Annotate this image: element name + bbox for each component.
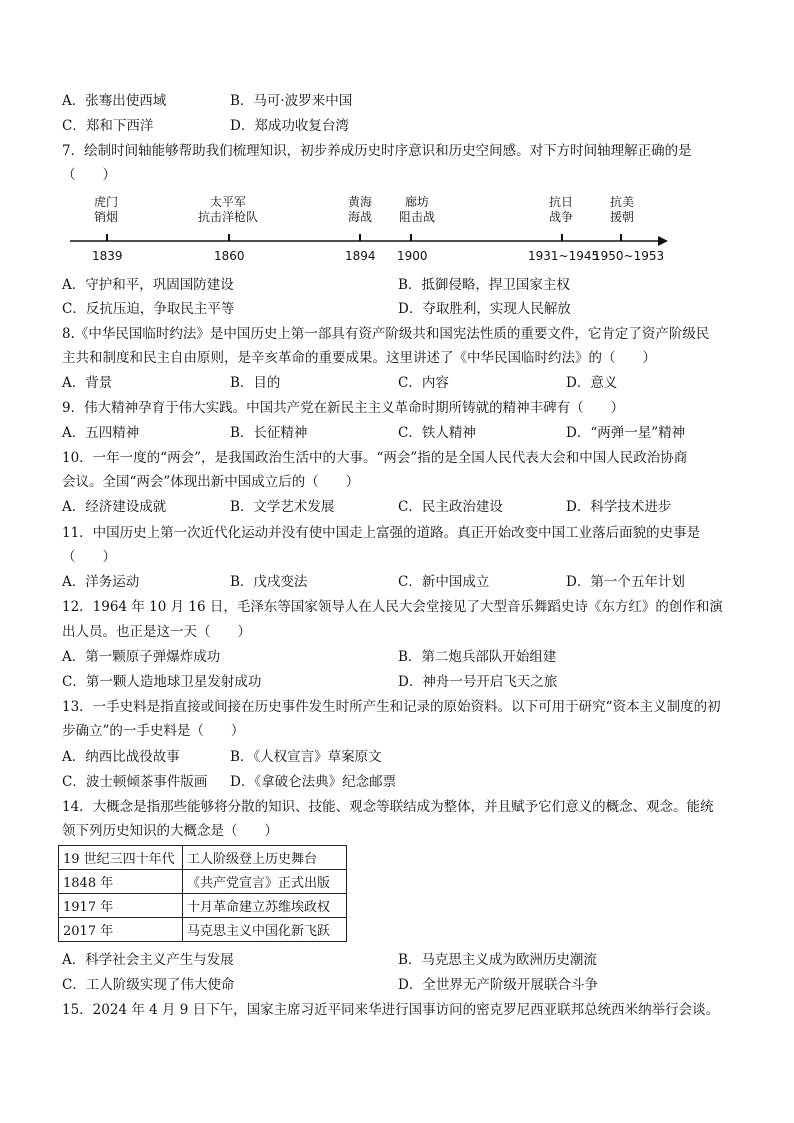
timeline-tick bbox=[561, 234, 563, 241]
q13-option-a: A．纳西比战役故事 bbox=[62, 749, 180, 765]
timeline-year: 1839 bbox=[92, 249, 123, 263]
q7-option-a: A．守护和平，巩固国防建设 bbox=[62, 277, 234, 293]
timeline-year: 1900 bbox=[397, 249, 428, 263]
timeline-event-label: 抗击洋枪队 bbox=[197, 210, 258, 224]
timeline-event-label: 海战 bbox=[347, 210, 372, 224]
timeline-event-label: 廊坊 bbox=[404, 195, 429, 209]
q14-stem: 14．大概念是指那些能够将分散的知识、技能、观念等联结成为整体，并且赋予它们意义的概念、观念。能统 bbox=[62, 799, 714, 815]
q11-option-a: A．洋务运动 bbox=[62, 574, 140, 590]
q12-option-a: A．第一颗原子弹爆炸成功 bbox=[62, 649, 221, 665]
timeline-event-label: 虎门 bbox=[93, 195, 118, 209]
q8-option-c: C．内容 bbox=[398, 375, 449, 391]
timeline-event-label: 抗美 bbox=[609, 195, 634, 209]
q11-option-b: B．戊戌变法 bbox=[230, 574, 308, 590]
table-cell: 《共产党宣言》正式出版 bbox=[183, 870, 347, 894]
q12-option-b: B．第二炮兵部队开始组建 bbox=[398, 649, 557, 665]
q6-option-d: D．郑成功收复台湾 bbox=[230, 118, 349, 134]
q6-option-c: C．郑和下西洋 bbox=[62, 118, 154, 134]
timeline-event-label: 阻击战 bbox=[398, 210, 435, 224]
q10-option-d: D．科学技术进步 bbox=[566, 499, 672, 515]
q13-option-b: B．《人权宣言》草案原文 bbox=[230, 749, 382, 765]
q11-stem: 11．中国历史上第一次近代化运动并没有使中国走上富强的道路。真正开始改变中国工业落后面貌的史事是 bbox=[62, 525, 701, 541]
q10-option-b: B．文学艺术发展 bbox=[230, 499, 335, 515]
table-cell: 1917 年 bbox=[59, 894, 183, 918]
timeline-event-label: 抗日 bbox=[548, 195, 573, 209]
timeline-tick bbox=[410, 234, 412, 241]
timeline-axis bbox=[70, 235, 670, 249]
table-cell: 工人阶级登上历史舞台 bbox=[183, 846, 347, 870]
table-row bbox=[59, 918, 347, 942]
q12-stem: 12．1964 年 10 月 16 日，毛泽东等国家领导人在人民大会堂接见了大型音乐舞蹈史诗《东方红》的创作和演 bbox=[62, 599, 723, 615]
q7-option-b: B．抵御侵略，捍卫国家主权 bbox=[398, 277, 570, 293]
q10-option-a: A．经济建设成就 bbox=[62, 499, 167, 515]
q6-option-b: B．马可·波罗来中国 bbox=[230, 93, 353, 109]
q13-option-d: D．《拿破仑法典》纪念邮票 bbox=[230, 774, 397, 790]
q13-stem: 13．一手史料是指直接或间接在历史事件发生时所产生和记录的原始资料。以下可用于研究“资本主义制度的初 bbox=[62, 699, 721, 715]
q6-option-a: A．张骞出使西域 bbox=[62, 93, 167, 109]
timeline-tick bbox=[228, 234, 230, 241]
q9-option-b: B．长征精神 bbox=[230, 425, 308, 441]
timeline-event-4 bbox=[392, 195, 442, 225]
q11-stem-2: （ ） bbox=[62, 549, 116, 565]
q11-option-c: C．新中国成立 bbox=[398, 574, 490, 590]
q12-option-d: D．神舟一号开启飞天之旅 bbox=[398, 674, 558, 690]
q9-option-c: C．铁人精神 bbox=[398, 425, 476, 441]
timeline-event-label: 太平军 bbox=[209, 195, 246, 209]
table-cell: 马克思主义中国化新飞跃 bbox=[183, 918, 347, 942]
q9-option-d: D．“两弹一星”精神 bbox=[566, 425, 686, 441]
timeline-tick bbox=[359, 234, 361, 241]
table-cell: 19 世纪三四十年代 bbox=[59, 846, 183, 870]
timeline-event-3 bbox=[340, 195, 380, 225]
q8-option-d: D．意义 bbox=[566, 375, 618, 391]
q14-option-d: D．全世界无产阶级开展联合斗争 bbox=[398, 977, 598, 993]
table-cell: 1848 年 bbox=[59, 870, 183, 894]
q15-stem: 15．2024 年 4 月 9 日下午，国家主席习近平同来华进行国事访问的密克罗尼西亚联邦总统西米纳举行会谈。 bbox=[62, 1002, 720, 1018]
q7-option-c: C．反抗压迫，争取民主平等 bbox=[62, 301, 235, 317]
timeline-year: 1860 bbox=[214, 249, 245, 263]
q8-stem: 8.《中华民国临时约法》是中国历史上第一部具有资产阶级共和国宪法性质的重要文件，它肯定了资产阶级民 bbox=[62, 326, 710, 342]
q11-option-d: D．第一个五年计划 bbox=[566, 574, 685, 590]
q14-stem-2: 领下列历史知识的大概念是（ ） bbox=[62, 823, 278, 839]
table-row bbox=[59, 870, 347, 894]
timeline-event-5 bbox=[541, 195, 581, 225]
timeline-tick bbox=[620, 234, 622, 241]
table-cell: 十月革命建立苏维埃政权 bbox=[183, 894, 347, 918]
q13-option-c: C．波士顿倾茶事件版画 bbox=[62, 774, 208, 790]
q8-stem-2: 主共和制度和民主自由原则，是辛亥革命的重要成果。这里讲述了《中华民国临时约法》的（ ） bbox=[62, 350, 656, 366]
q14-option-c: C．工人阶级实现了伟大使命 bbox=[62, 977, 235, 993]
q12-stem-2: 出人员。也正是这一天（ ） bbox=[62, 624, 251, 640]
timeline-event-2 bbox=[188, 195, 268, 225]
table-row bbox=[59, 894, 347, 918]
q8-option-a: A．背景 bbox=[62, 375, 113, 391]
timeline-event-label: 销烟 bbox=[93, 210, 118, 224]
timeline-tick bbox=[106, 234, 108, 241]
timeline-year: 1931~1945 bbox=[528, 249, 600, 263]
timeline-event-label: 黄海 bbox=[347, 195, 372, 209]
timeline-year: 1894 bbox=[345, 249, 376, 263]
table-row bbox=[59, 846, 347, 870]
timeline-event-6 bbox=[602, 195, 642, 225]
q9-stem: 9．伟大精神孕育于伟大实践。中国共产党在新民主主义革命时期所铸就的精神丰碑有（ ） bbox=[62, 400, 625, 416]
q7-option-d: D．夺取胜利，实现人民解放 bbox=[398, 301, 571, 317]
q8-option-b: B．目的 bbox=[230, 375, 281, 391]
timeline-event-label: 战争 bbox=[548, 210, 573, 224]
q7-stem: 7．绘制时间轴能够帮助我们梳理知识，初步养成历史时序意识和历史空间感。对下方时间轴理解正确的是 bbox=[62, 143, 692, 159]
table-cell: 2017 年 bbox=[59, 918, 183, 942]
timeline-event-label: 援朝 bbox=[609, 210, 634, 224]
q10-stem-2: 会议。全国“两会”体现出新中国成立后的（ ） bbox=[62, 474, 360, 490]
q14-table bbox=[58, 845, 347, 942]
q14-option-b: B．马克思主义成为欧洲历史潮流 bbox=[398, 952, 597, 968]
q14-option-a: A．科学社会主义产生与发展 bbox=[62, 952, 234, 968]
q12-option-c: C．第一颗人造地球卫星发射成功 bbox=[62, 674, 262, 690]
q10-stem: 10．一年一度的“两会”，是我国政治生活中的大事。“两会”指的是全国人民代表大会和中国人民政治协商 bbox=[62, 450, 688, 466]
q10-option-c: C．民主政治建设 bbox=[398, 499, 503, 515]
timeline-event-1 bbox=[86, 195, 126, 225]
q7-stem-bracket: （ ） bbox=[62, 167, 116, 183]
timeline-year: 1950~1953 bbox=[593, 249, 665, 263]
q9-option-a: A．五四精神 bbox=[62, 425, 140, 441]
q13-stem-2: 步确立”的一手史料是（ ） bbox=[62, 723, 245, 739]
